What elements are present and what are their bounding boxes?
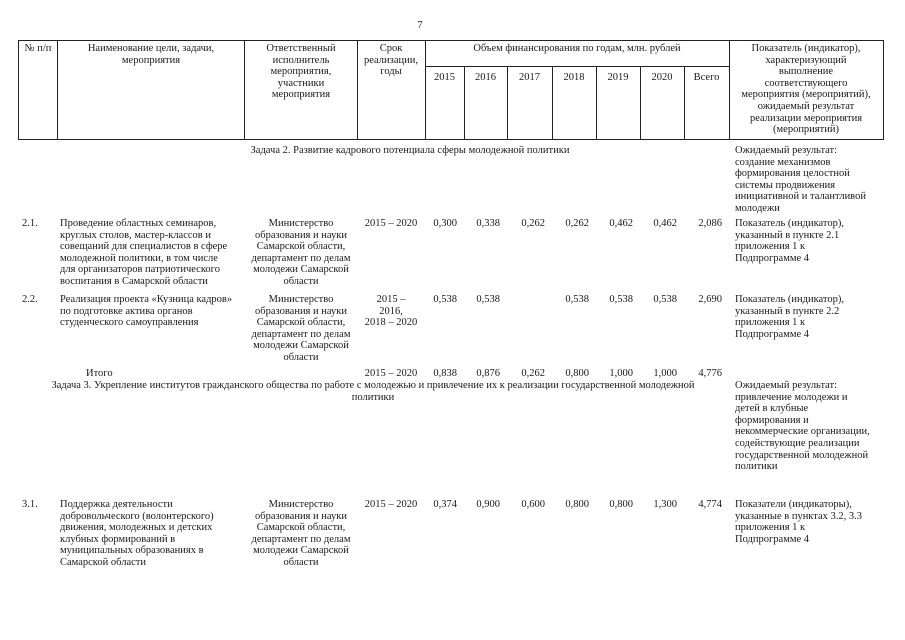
header-year-2017: 2017 [519, 72, 540, 83]
total-2020: 1,000 [653, 368, 677, 379]
value-2020: 1,300 [653, 499, 677, 510]
value-2020: 0,462 [653, 218, 677, 229]
value-2019: 0,800 [609, 499, 633, 510]
row-name: Поддержка деятельности добровольческого (волонтерского) движения, молодежных и детских клубных формирований в муниципальных образованиях в Самарской области [60, 499, 214, 568]
value-2018: 0,538 [565, 294, 589, 305]
total-all: 4,776 [698, 368, 722, 379]
header-indicator: Показатель (индикатор), характеризующий выполнение соответствующего мероприятия (мероприятий), ожидаемый результат реализации мероприятия (мероприятий) [741, 43, 871, 136]
row-num: 3.1. [22, 499, 38, 510]
value-total: 4,774 [698, 499, 722, 510]
value-total: 2,690 [698, 294, 722, 305]
row-executor: Министерство образования и науки Самарской области, департамент по делам молодежи Самарской области [251, 499, 351, 568]
row-indicator: Показатели (индикаторы), указанные в пунктах 3.2, 3.3 приложения 1 к Подпрограмме 4 [735, 499, 863, 545]
total-2017: 0,262 [521, 368, 545, 379]
row-name: Реализация проекта «Кузница кадров» по подготовке актива органов студенческого самоуправления [60, 294, 233, 329]
header-num: № п/п [24, 43, 52, 54]
header-year-2019: 2019 [607, 72, 629, 83]
row-term: 2015 – 2020 [364, 499, 418, 510]
header-name: Наименование цели, задачи, мероприятия [87, 43, 215, 66]
value-2016: 0,338 [476, 218, 500, 229]
value-2019: 0,462 [609, 218, 633, 229]
total-2016: 0,876 [476, 368, 500, 379]
header-year-2018: 2018 [563, 72, 585, 83]
value-total: 2,086 [698, 218, 722, 229]
header-funding: Объем финансирования по годам, млн. рублей [473, 43, 681, 54]
row-term: 2015 – 2020 [364, 218, 418, 229]
header-year-2015: 2015 [434, 72, 455, 83]
value-2018: 0,262 [565, 218, 589, 229]
row-num: 2.1. [22, 218, 38, 229]
value-2017: 0,262 [521, 218, 545, 229]
row-executor: Министерство образования и науки Самарской области, департамент по делам молодежи Самарской области [251, 294, 351, 363]
header-total: Всего [693, 72, 720, 83]
value-2015: 0,538 [433, 294, 457, 305]
row-executor: Министерство образования и науки Самарской области, департамент по делам молодежи Самарской области [251, 218, 351, 287]
value-2015: 0,300 [433, 218, 457, 229]
task2-result: Ожидаемый результат: создание механизмов формирования целостной системы продвижения инициативной и талантливой молодежи [735, 145, 866, 214]
total-2015: 0,838 [433, 368, 457, 379]
task3-result: Ожидаемый результат: привлечение молодежи и детей в клубные формирования и некоммерческие организации, содействующие реализации государственной молодежной политики [735, 380, 870, 473]
value-2020: 0,538 [653, 294, 677, 305]
total-2019: 1,000 [609, 368, 633, 379]
task3-title: Задача 3. Укрепление институтов гражданского общества по работе с молодежью и привлечение их к реализации государственной молодежной политики [51, 380, 695, 403]
value-2018: 0,800 [565, 499, 589, 510]
header-term: Срок реализации, годы [364, 43, 418, 78]
total-2018: 0,800 [565, 368, 589, 379]
header-executor: Ответственный исполнитель мероприятия, участники мероприятия [266, 43, 336, 101]
row-indicator: Показатель (индикатор), указанный в пункте 2.1 приложения 1 к Подпрограмме 4 [735, 218, 844, 264]
value-2017: 0,600 [521, 499, 545, 510]
total-label: Итого [86, 368, 113, 379]
value-2015: 0,374 [433, 499, 457, 510]
value-2019: 0,538 [609, 294, 633, 305]
row-indicator: Показатель (индикатор), указанный в пункте 2.2 приложения 1 к Подпрограмме 4 [735, 294, 844, 340]
row-term: 2015 – 2016, 2018 – 2020 [364, 294, 418, 329]
header-year-2016: 2016 [475, 72, 496, 83]
task2-title: Задача 2. Развитие кадрового потенциала сферы молодежной политики [250, 145, 570, 156]
value-2016: 0,900 [476, 499, 500, 510]
page-number: 7 [417, 20, 423, 31]
row-name: Проведение областных семинаров, круглых столов, мастер-классов и совещаний для специалистов в сфере молодежной политики, в том числе для организаторов патриотического воспитания в Самарской области [60, 218, 228, 287]
total-term: 2015 – 2020 [364, 368, 418, 379]
row-num: 2.2. [22, 294, 38, 305]
header-year-2020: 2020 [651, 72, 673, 83]
value-2016: 0,538 [476, 294, 500, 305]
